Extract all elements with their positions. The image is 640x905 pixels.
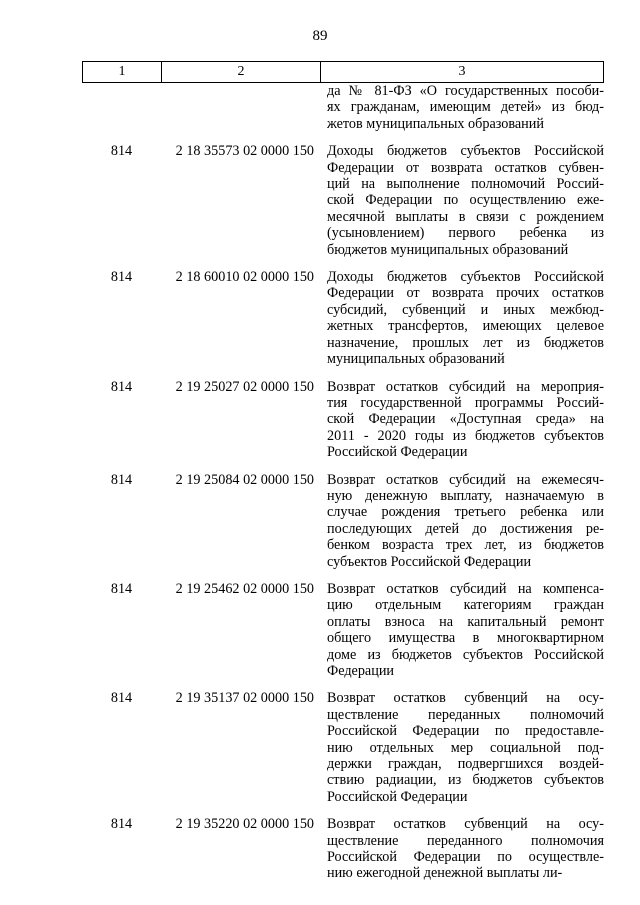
description-line: ную денежную выплату, назначаемую в	[327, 487, 604, 504]
description-cell	[320, 269, 604, 367]
description-line: держки граждан, подвергшихся воздей-	[327, 756, 604, 773]
description-line: доме из бюджетов субъектов Российской	[327, 646, 604, 663]
description-line: Российской Федерации по предоставле-	[327, 723, 604, 740]
description-line: назначение, прошлых лет из бюджетов	[327, 334, 604, 351]
table-row-continuation	[82, 83, 604, 132]
description-line: месячной выплаты в связи с рождением	[327, 208, 604, 225]
table-row	[82, 581, 604, 679]
description-line: ций на выполнение полномочий Россий-	[327, 176, 604, 193]
description-line: ществление переданных полномочий	[327, 706, 604, 723]
description-line: ществление переданного полномочия	[327, 832, 604, 849]
admin-code-cell: 814	[110, 690, 133, 707]
admin-code-cell: 814	[110, 143, 133, 160]
description-line: ях гражданам, имеющим детей» из бюд-	[327, 99, 604, 116]
description-cell	[320, 472, 604, 570]
description-line: Федерации от возврата прочих остатков	[327, 285, 604, 302]
kbk-code-cell: 2 19 25027 02 0000 150	[175, 378, 314, 395]
description-cell	[320, 581, 604, 679]
admin-code-cell: 814	[110, 269, 133, 286]
description-line: Федерации от возврата остатков субвен-	[327, 159, 604, 176]
description-line: цию отдельным категориям граждан	[327, 597, 604, 614]
description-line: субъектов Российской Федерации	[327, 553, 532, 570]
description-line: Доходы бюджетов субъектов Российской	[327, 269, 604, 286]
table-row	[82, 472, 604, 570]
description-line: Возврат остатков субсидий на ежемесяч-	[327, 471, 604, 488]
column-header-3: 3	[458, 64, 466, 79]
admin-code-cell: 814	[110, 471, 133, 488]
description-line: общего имущества в многоквартирном	[327, 630, 604, 647]
description-line: Доходы бюджетов субъектов Российской	[327, 143, 604, 160]
table-row	[82, 379, 604, 461]
description-line: Возврат остатков субвенций на осу-	[327, 816, 604, 833]
description-line: нию отдельных мер социальной под-	[327, 739, 604, 756]
description-line: последующих детей до достижения ре-	[327, 520, 604, 537]
description-line: субсидий, субвенций и иных межбюд-	[327, 301, 604, 318]
description-line: ской Федерации по осуществлению еже-	[327, 192, 604, 209]
table-row	[82, 269, 604, 367]
kbk-cell	[161, 83, 320, 132]
description-line: Российской Федерации по осуществле-	[327, 849, 604, 866]
kbk-code-cell: 2 19 35137 02 0000 150	[175, 690, 314, 707]
description-line: нию ежегодной денежной выплаты ли-	[327, 865, 563, 882]
description-line: Возврат остатков субсидий на компенса-	[327, 580, 604, 597]
description-line: оплаты взноса на капитальный ремонт	[327, 613, 604, 630]
table-row	[82, 690, 604, 805]
description-line: ствию радиации, из бюджетов субъектов	[327, 772, 604, 789]
description-line: жетных трансфертов, имеющих целевое	[327, 318, 604, 335]
admin-code-cell: 814	[110, 816, 133, 833]
table-header	[82, 61, 604, 83]
budget-classification-table	[82, 61, 604, 882]
table-row	[82, 143, 604, 258]
column-header-2: 2	[162, 62, 321, 82]
page-number: 89	[312, 28, 328, 44]
table-body	[82, 83, 604, 882]
description-line: Российской Федерации	[327, 444, 468, 461]
description-line: Возврат остатков субвенций на осу-	[327, 690, 604, 707]
description-cell	[320, 143, 604, 258]
code-cell	[82, 83, 161, 132]
description-line: бюджетов муниципальных образований	[327, 241, 569, 258]
description-line: 2011 - 2020 годы из бюджетов субъектов	[327, 427, 604, 444]
description-line: муниципальных образований	[327, 351, 505, 368]
kbk-code-cell: 2 19 25462 02 0000 150	[175, 580, 314, 597]
description-line: (усыновлением) первого ребенка из	[327, 225, 604, 242]
kbk-code-cell: 2 18 35573 02 0000 150	[175, 143, 314, 160]
admin-code-cell: 814	[110, 378, 133, 395]
description-line: Федерации	[327, 663, 395, 679]
kbk-code-cell: 2 19 35220 02 0000 150	[175, 816, 314, 833]
description-line: тия государственной программы Россий-	[327, 394, 604, 411]
kbk-code-cell: 2 19 25084 02 0000 150	[175, 471, 314, 488]
description-line: да № 81-ФЗ «О государственных пособи-	[327, 83, 604, 99]
admin-code-cell: 814	[110, 580, 133, 597]
column-header-1: 1	[83, 62, 162, 82]
kbk-code-cell: 2 18 60010 02 0000 150	[175, 269, 314, 286]
description-cell	[320, 816, 604, 882]
description-line: ской Федерации «Доступная среда» на	[327, 411, 604, 428]
description-line: бенком возраста трех лет, из бюджетов	[327, 537, 604, 554]
description-line: Российской Федерации	[327, 788, 468, 805]
description-cell	[320, 690, 604, 805]
description-cell	[320, 379, 604, 461]
description-line: жетов муниципальных образований	[327, 115, 544, 132]
description-line: случае рождения третьего ребенка или	[327, 504, 604, 521]
table-row	[82, 816, 604, 882]
description-line: Возврат остатков субсидий на мероприя-	[327, 378, 604, 395]
description-cell	[320, 83, 604, 132]
